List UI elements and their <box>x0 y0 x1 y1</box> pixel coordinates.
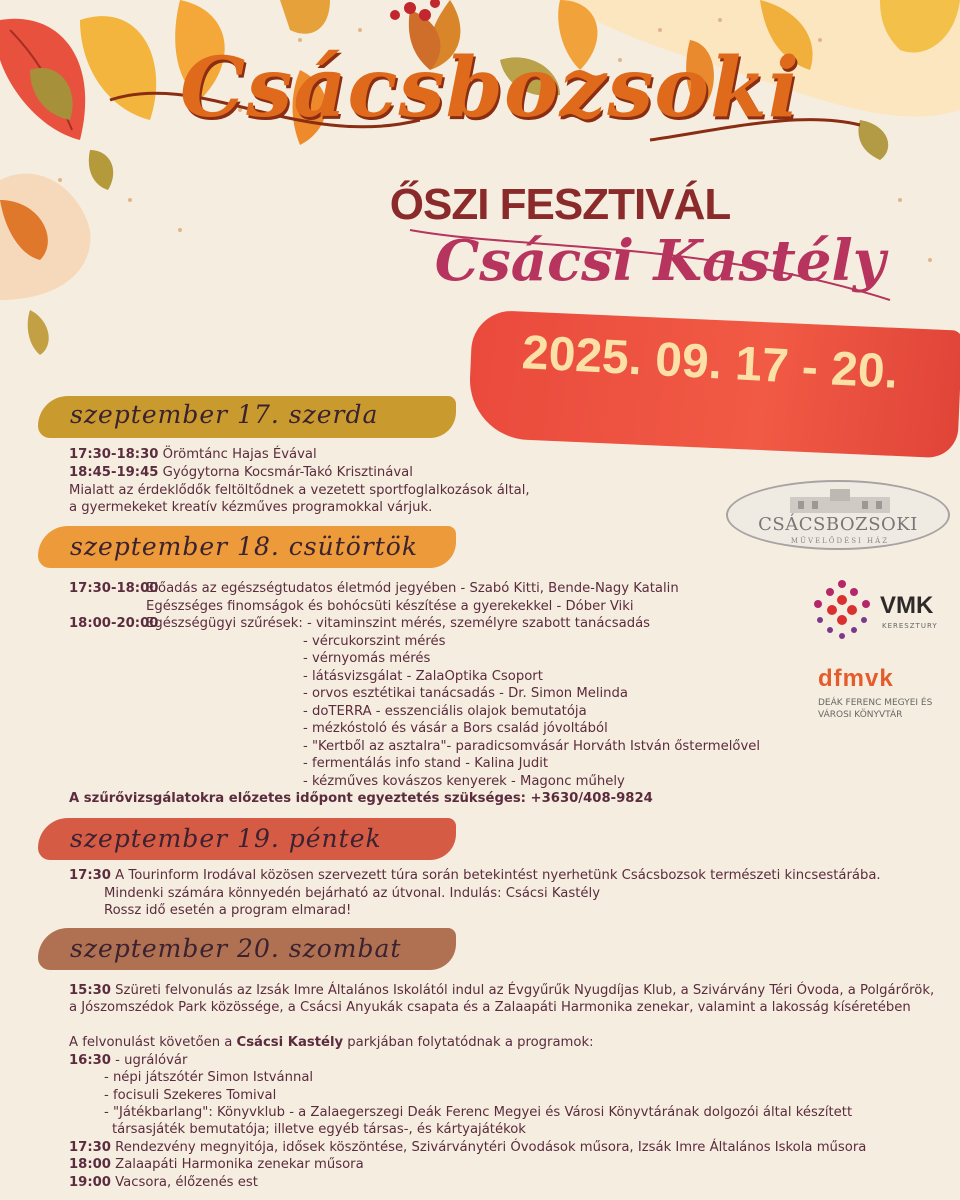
program-line: - focisuli Szekeres Tomival <box>104 1088 277 1103</box>
program-line: A felvonulást követően a Csácsi Kastély parkjában folytatódnak a programok: <box>69 1035 594 1050</box>
program-line: - látásvizsgálat - ZalaOptika Csoport <box>303 669 543 684</box>
program-line: - vércukorszint mérés <box>303 634 446 649</box>
program-line: Egészséges finomságok és bohócsüti készítése a gyerekekkel - Dóber Viki <box>146 599 634 614</box>
vmk-logo-text: VMK <box>880 592 934 619</box>
festival-title: Csácsbozsoki <box>179 40 801 136</box>
program-line: - orvos esztétikai tanácsadás - Dr. Simon Melinda <box>303 686 628 701</box>
program-line: 17:30-18:00 <box>69 581 159 596</box>
day-banner-label: szeptember 17. szerda <box>70 400 379 429</box>
cultural-house-name: CSÁCSBOZSOKI <box>758 514 918 535</box>
castle-icon <box>780 487 900 515</box>
program-line: - mézkóstoló és vásár a Bors család jóvoltából <box>303 721 608 736</box>
program-line: 18:00-20:00 <box>69 616 159 631</box>
program-line: 17:30 A Tourinform Irodával közösen szervezett túra során betekintést nyerhetünk Csácsbozsok természeti kincsestárába. <box>69 868 881 883</box>
cultural-house-subtitle: MŰVELŐDÉSI HÁZ <box>790 537 890 545</box>
program-line: - vérnyomás mérés <box>303 651 431 666</box>
festival-subtitle: ŐSZI FESZTIVÁL <box>389 180 731 229</box>
program-line: - doTERRA - esszenciális olajok bemutatója <box>303 704 587 719</box>
program-line: 15:30 Szüreti felvonulás az Izsák Imre Általános Iskolától indul az Évgyűrűk Nyugdíjas Klub, a Szivárvány Téri Óvoda, a Polgárőrök, <box>69 983 935 998</box>
program-line: 18:45-19:45 Gyógytorna Kocsmár-Takó Krisztinával <box>69 465 413 480</box>
program-line: - kézműves kovászos kenyerek - Magonc műhely <box>303 774 625 789</box>
day-banner-label: szeptember 20. szombat <box>70 934 402 963</box>
program-line: Rossz idő esetén a program elmarad! <box>104 903 352 918</box>
program-line: Előadás az egészségtudatos életmód jegyében - Szabó Kitti, Bende-Nagy Katalin <box>146 581 679 596</box>
program-line: - "Kertből az asztalra"- paradicsomvásár Horváth István őstermelővel <box>303 739 761 754</box>
program-line: társasjáték bemutatója; illetve egyéb társas-, és kártyajátékok <box>112 1122 526 1137</box>
festival-date: 2025. 09. 17 - 20. <box>520 326 900 399</box>
program-line: - népi játszótér Simon Istvánnal <box>104 1070 314 1085</box>
program-line: A szűrővizsgálatokra előzetes időpont egyeztetés szükséges: +3630/408-9824 <box>69 791 653 806</box>
library-logo-text: dfmvk <box>818 665 894 692</box>
program-line: 16:30 - ugrálóvár <box>69 1053 188 1068</box>
vmk-logo-subtitle: KERESZTURY <box>882 622 938 630</box>
program-line: a gyermekeket kreatív kézműves programokkal várjuk. <box>69 500 433 515</box>
day-banner-label: szeptember 19. péntek <box>70 824 382 853</box>
program-line: a Jószomszédok Park közössége, a Csácsi Anyukák csapata és a Zalaapáti Harmonika zenekar, valamint a lakosság kíséretében <box>69 1000 911 1015</box>
program-line: Egészségügyi szűrések: - vitaminszint mérés, személyre szabott tanácsadás <box>146 616 651 631</box>
program-line: 17:30 Rendezvény megnyitója, idősek köszöntése, Szivárványtéri Óvodások műsora, Izsák Imre Általános Iskola műsora <box>69 1140 867 1155</box>
vmk-dots-icon <box>810 578 874 642</box>
festival-venue: Csácsi Kastély <box>434 228 886 294</box>
program-line: 18:00 Zalaapáti Harmonika zenekar műsora <box>69 1157 364 1172</box>
day-banner-label: szeptember 18. csütörtök <box>70 532 418 561</box>
program-line: - "Játékbarlang": Könyvklub - a Zalaegerszegi Deák Ferenc Megyei és Városi Könyvtárának dolgozói által készített <box>104 1105 853 1120</box>
program-line: Mialatt az érdeklődők feltöltődnek a vezetett sportfoglalkozások által, <box>69 483 530 498</box>
program-line: - fermentálás info stand - Kalina Judit <box>303 756 549 771</box>
program-line: 19:00 Vacsora, élőzenés est <box>69 1175 258 1190</box>
program-line: Mindenki számára könnyedén bejárható az útvonal. Indulás: Csácsi Kastély <box>104 886 600 901</box>
library-logo-subtitle: DEÁK FERENC MEGYEI ÉS VÁROSI KÖNYVTÁR <box>818 698 933 720</box>
program-line: 17:30-18:30 Örömtánc Hajas Évával <box>69 447 317 462</box>
